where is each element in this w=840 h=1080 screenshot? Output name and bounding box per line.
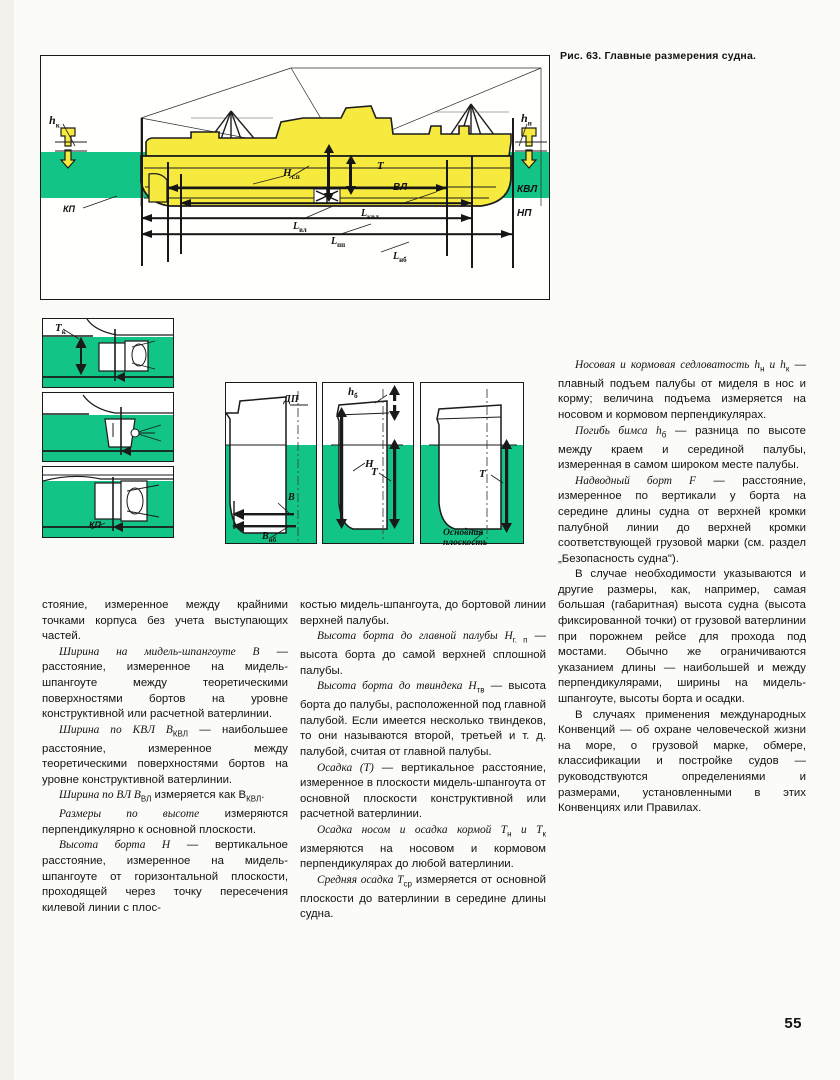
paragraph [42,645,288,723]
paragraph [42,598,288,645]
text-run: тв [476,685,485,695]
text-run: Ширина по ВЛ B [59,789,141,802]
paragraph [300,629,546,679]
text-run: — расстояние, измеренное на мидель-шпангоуте между теоретическими поверхностями бортов на уровне конструктивной или расчетной ватерлинии. [42,645,288,721]
label-length-dwl: $L_{квл}$ [361,208,379,221]
text-run: г. п [512,635,528,645]
paragraph [300,598,546,629]
stern-panel-1 [42,318,174,388]
text-run: КВЛ [246,794,262,804]
text-run: н [507,829,512,839]
text-run: измеряются перпендикулярно к основной плоскости. [42,808,288,836]
text-run: . [261,789,265,802]
text-run: Погибь бимса h [575,424,662,437]
text-run: — вертикальное расстояние, измеренное на мидель-шпангоуте от горизонтальной плоскости, проходящей через точку пересечения килевой линии с плос- [42,839,288,914]
section-panel-beam [225,382,317,544]
paragraph [42,788,288,807]
page-gutter-shadow [0,0,14,1080]
text-run: б [661,429,667,439]
label-keel-line-panel: КП [89,520,102,530]
figure-ship-profile [40,55,550,300]
paragraph [300,823,546,873]
label-sheer-fwd: $h_н$ [521,111,532,128]
text-run: — наибольшее расстояние, измеренное между теоретическими поверхностями бортов на уровне конструктивной ватерлинии. [42,723,288,786]
figure-caption: Рис. 63. Главные размерения судна. [560,50,757,62]
label-stern-draft: $T_к$ [55,322,66,337]
page-number: 55 [784,1015,802,1032]
paragraph [300,679,546,760]
label-length-oa: $L_{нб}$ [393,251,407,264]
text-run: Средняя осадка T [317,873,404,886]
label-depth: H [365,458,374,470]
paragraph [558,708,806,817]
label-beam-max: $B_{нб}$ [262,531,277,544]
text-run: — разница по высоте между краем и серединой палубы, измеренная в самом широком месте палубы. [558,424,807,472]
text-run: — плавный подъем палубы от миделя в нос и корму; величина подъема измеряется на носовом и кормовом перпендикулярах. [558,359,806,422]
paragraph [558,358,806,424]
paragraph [42,723,288,789]
text-run: Ширина по КВЛ B [59,723,173,736]
text-run: — вертикальное расстояние, измеренное в плоскости мидель-шпангоута от основной плоскости конструктивной или расчетной ватерлинии. [300,761,546,821]
paragraph [300,873,546,923]
section-panel-base [420,382,524,544]
label-base-plane-line2: плоскость [443,538,488,548]
paragraph [558,474,806,568]
text-run: и T [511,823,543,836]
stern-panel-2 [42,392,174,462]
section-panel-depth [322,382,414,544]
draft-dimension-arrow [349,163,352,187]
fwd-waterline-mark [446,160,448,256]
text-run: костью мидель-шпангоута, до бортовой линии верхней палубы. [300,599,546,627]
paragraph [300,761,546,823]
text-run: ВЛ [140,794,152,804]
text-run: н [760,364,765,374]
text-run: к [542,829,546,839]
aft-waterline-mark [167,162,169,262]
text-run: Ширина на мидель-шпангоуте B [59,645,260,658]
label-aft-perpendicular: НП [517,208,532,219]
label-length-wl: $L_{вл}$ [293,221,307,234]
text-run: В случае необходимости указываются и другие размеры, как, например, самая большая (габаритная) высота судна (высота фиксированной точки) от грузовой ватерлинии при порожнем рейсе для прохода под мостами. Обычно же ограничиваются указанием длины — наибольшей и между перпендикулярами, ширины на мидель-шпангоуте, высоты борта и осадки. [558,568,806,706]
text-run: и h [764,359,786,371]
label-draft: T [377,160,384,172]
label-beam: B [288,492,295,503]
text-run: КВЛ [172,729,188,739]
label-depth-main-deck: $H_{г.п}$ [283,167,300,182]
text-run: Осадка носом и осадка кормой T [317,823,508,836]
text-run: к [785,364,790,374]
label-waterline: ВЛ [393,182,408,193]
aft-perpendicular-line [141,118,143,266]
stern-mark [180,174,182,254]
text-run: Надводный борт F [575,474,697,487]
label-keel-line: КП [63,204,76,214]
label-base-plane-line1: Основная [443,528,484,538]
paragraph [42,838,288,916]
text-run: Высота борта до твиндека H [317,680,477,693]
stern-panel-3 [42,466,174,538]
text-run: измеряется как B [151,789,247,802]
text-run: измеряется от основной плоскости до ватерлинии в середине длины судна. [300,873,546,921]
label-design-waterline: КВЛ [517,184,538,195]
text-run: — высота борта до палубы, расположенной под главной палубой. Если имеется несколько твиндеков, то они называются второй, третьей и т. д. палубой, считая от главной палубы. [300,680,546,758]
label-draft-section: T [371,466,378,478]
label-centerline: ДП [284,394,299,405]
text-run: — высота борта до самой верхней сплошной палубы. [300,630,546,677]
label-length-pp: $L_{пп}$ [331,236,346,249]
label-draft-base: T [479,468,486,480]
text-run: В случаях применения международных Конвенций — об охране человеческой жизни на море, о грузовой марке, обмере, классификации и постройке судов — руководствуются определениями и размерами, установленными в этих Конвенциях или Правилах. [558,708,806,815]
fwd-mark [471,156,473,268]
text-run: стояние, измеренное между крайними точками корпуса без учета выступающих частей. [42,599,288,643]
text-run: — расстояние, измеренное по вертикали у борта на середине длины судна от верхней кромки палубной линии до верхней кромки соответствующей грузовой марки (см. раздел „Безопасность судна"). [558,474,807,565]
paragraph [558,567,806,707]
text-column-2 [300,598,546,923]
label-camber: $h_б$ [348,386,358,401]
paragraph [558,424,806,474]
text-run: Осадка (T) [317,761,374,774]
text-column-1 [42,598,288,916]
paragraph [42,807,288,838]
fwd-perpendicular-line [512,118,514,268]
text-run: Высота борта до главной палубы H [317,630,513,643]
text-run: ср [403,879,412,889]
text-run: Высота борта H [59,839,171,852]
text-column-3 [558,358,806,817]
text-run: измеряются на носовом и кормовом перпендикулярах до любой ватерлинии. [300,842,546,871]
text-run: Размеры по высоте [59,808,200,821]
text-run: Носовая и кормовая седловатость h [575,359,761,371]
label-sheer-aft: $h_к$ [49,113,60,130]
